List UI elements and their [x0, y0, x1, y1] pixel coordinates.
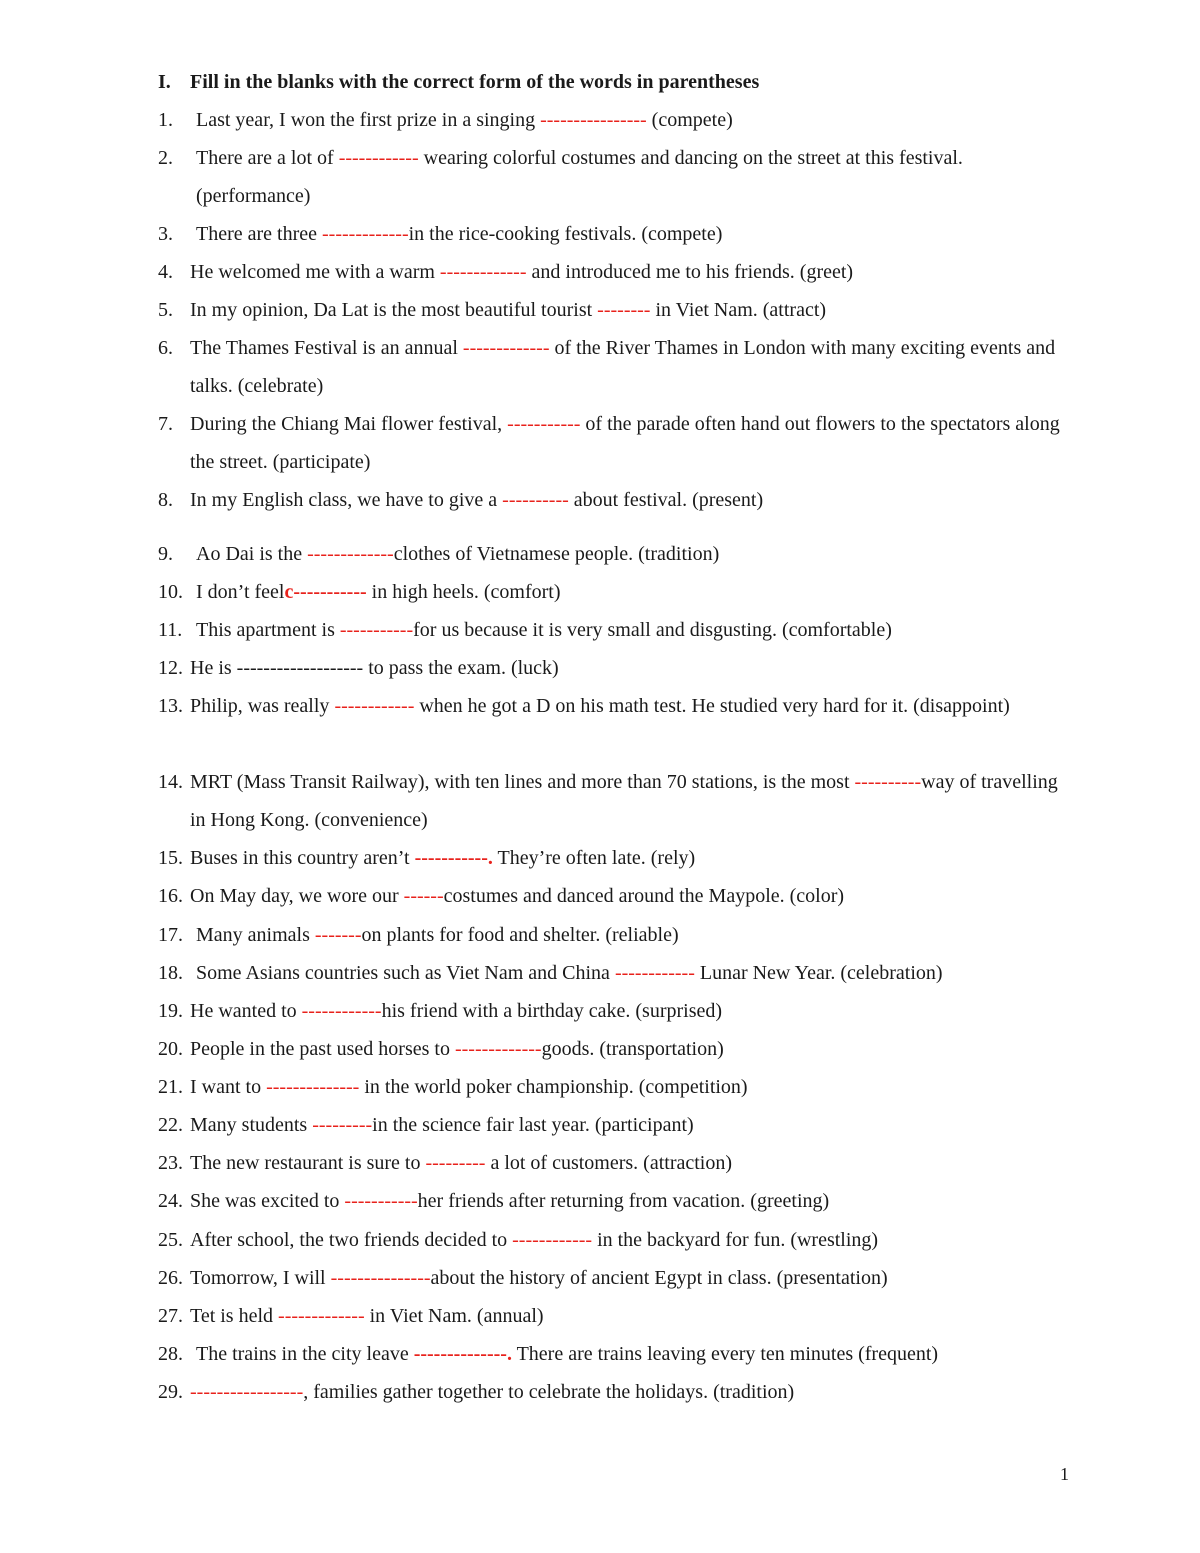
answer-blank[interactable]: ------ — [403, 885, 444, 907]
answer-blank[interactable]: ----------------- — [190, 1381, 304, 1403]
sentence-start: Ao Dai is the — [196, 543, 308, 565]
sentence-start: He welcomed me with a warm — [190, 261, 440, 283]
sentence-start: Many students — [190, 1114, 313, 1136]
item-sentence — [190, 649, 1078, 687]
exercise-item — [158, 916, 1078, 954]
sentence-end: in Viet Nam. (attract) — [650, 299, 827, 321]
sentence-end: Lunar New Year. (celebration) — [694, 962, 943, 984]
item-sentence — [190, 992, 1078, 1030]
answer-blank[interactable]: ------------ — [334, 695, 415, 717]
sentence-start: Tomorrow, I will — [190, 1267, 331, 1289]
item-sentence — [190, 329, 1078, 405]
item-number: 26. — [158, 1267, 183, 1289]
section-title: Fill in the blanks with the correct form of the words in parentheses — [190, 71, 760, 93]
item-number: 2. — [158, 147, 173, 169]
sentence-start: Buses in this country aren’t — [190, 847, 415, 869]
item-number: 13. — [158, 695, 183, 717]
sentence-start: Tet is held — [190, 1305, 279, 1327]
exercise-item — [158, 1106, 1078, 1144]
sentence-end: in the science fair last year. (participant) — [372, 1114, 694, 1136]
answer-blank[interactable]: -------------- — [266, 1076, 360, 1098]
sentence-end: wearing colorful costumes and dancing on the street at this festival. (performance) — [196, 147, 963, 207]
sentence-end: about festival. (present) — [568, 489, 764, 511]
sentence-start: During the Chiang Mai flower festival, — [190, 413, 508, 435]
sentence-end: goods. (transportation) — [541, 1038, 724, 1060]
answer-blank[interactable]: --------------. — [413, 1343, 512, 1365]
exercise-item — [158, 573, 1078, 611]
exercise-item — [158, 649, 1078, 687]
answer-blank[interactable]: ------------- — [322, 223, 409, 245]
item-number: 14. — [158, 771, 183, 793]
item-sentence — [190, 1068, 1078, 1106]
item-number: 11. — [158, 619, 183, 641]
item-sentence — [190, 687, 1078, 725]
exercise-item — [158, 215, 1078, 253]
exercise-item — [158, 329, 1078, 405]
sentence-end: There are trains leaving every ten minutes (frequent) — [511, 1343, 939, 1365]
item-number: 25. — [158, 1229, 183, 1251]
answer-blank[interactable]: ----------- — [339, 619, 414, 641]
sentence-end: his friend with a birthday cake. (surprised) — [381, 1000, 723, 1022]
item-number: 12. — [158, 657, 183, 679]
item-sentence — [196, 611, 1078, 649]
answer-blank[interactable]: ------------- — [278, 1305, 365, 1327]
exercise-item — [158, 1221, 1078, 1259]
item-number: 17. — [158, 924, 183, 946]
page-number: 1 — [1060, 1464, 1069, 1484]
answer-blank[interactable]: ------------- — [307, 543, 394, 565]
sentence-start: After school, the two friends decided to — [190, 1229, 513, 1251]
answer-blank[interactable]: ------------ — [301, 1000, 382, 1022]
section-number: I. — [158, 71, 171, 93]
exercise-item — [158, 291, 1078, 329]
answer-blank[interactable]: -------- — [597, 299, 651, 321]
item-number: 16. — [158, 885, 183, 907]
answer-blank[interactable]: ------------- — [439, 261, 527, 283]
sentence-end: costumes and danced around the Maypole. (color) — [443, 885, 845, 907]
answer-blank[interactable]: ----------- — [344, 1190, 418, 1212]
sentence-start: This apartment is — [196, 619, 340, 641]
sentence-end: in high heels. (comfort) — [366, 581, 561, 603]
item-sentence — [190, 1106, 1078, 1144]
item-number: 19. — [158, 1000, 183, 1022]
item-number: 6. — [158, 337, 173, 359]
item-sentence — [196, 916, 1078, 954]
item-sentence — [196, 1335, 1078, 1373]
exercise-item — [158, 877, 1078, 915]
exercise-item — [158, 535, 1078, 573]
item-sentence — [190, 877, 1078, 915]
exercise-item — [158, 1335, 1078, 1373]
item-number: 24. — [158, 1190, 183, 1212]
exercise-item — [158, 405, 1078, 481]
exercise-item — [158, 611, 1078, 649]
exercise-item — [158, 954, 1078, 992]
answer-blank[interactable]: -----------. — [414, 847, 493, 869]
exercise-item — [158, 839, 1078, 877]
item-number: 3. — [158, 223, 173, 245]
exercise-item — [158, 1182, 1078, 1220]
item-number: 15. — [158, 847, 183, 869]
sentence-start: Some Asians countries such as Viet Nam and China — [196, 962, 615, 984]
item-sentence — [196, 101, 1078, 139]
sentence-start: She was excited to — [190, 1190, 345, 1212]
sentence-end: for us because it is very small and disgusting. (comfortable) — [413, 619, 892, 641]
answer-blank[interactable]: --------- — [312, 1114, 373, 1136]
sentence-start: People in the past used horses to — [190, 1038, 455, 1060]
exercise-item — [158, 763, 1078, 839]
item-sentence — [196, 954, 1078, 992]
exercise-item — [158, 992, 1078, 1030]
item-number: 29. — [158, 1381, 183, 1403]
item-sentence — [196, 139, 1078, 215]
item-number: 20. — [158, 1038, 183, 1060]
answer-blank[interactable]: ------------- — [454, 1038, 542, 1060]
sentence-start: Last year, I won the first prize in a singing — [196, 109, 541, 131]
item-sentence — [190, 253, 1078, 291]
exercise-item — [158, 139, 1078, 215]
item-sentence — [190, 291, 1078, 329]
item-number: 8. — [158, 489, 173, 511]
item-sentence — [190, 1221, 1078, 1259]
item-sentence — [190, 1144, 1078, 1182]
sentence-end: (compete) — [646, 109, 733, 131]
sentence-end: in Viet Nam. (annual) — [364, 1305, 544, 1327]
sentence-start: I want to — [190, 1076, 267, 1098]
item-number: 4. — [158, 261, 173, 283]
sentence-start: He wanted to — [190, 1000, 302, 1022]
sentence-start: There are a lot of — [196, 147, 339, 169]
item-sentence — [196, 215, 1078, 253]
exercise-item — [158, 1068, 1078, 1106]
sentence-end: about the history of ancient Egypt in class. (presentation) — [430, 1267, 888, 1289]
answer-blank[interactable]: ---------- — [854, 771, 922, 793]
item-number: 1. — [158, 109, 173, 131]
sentence-start: He is ------------------- to pass the exam. (luck) — [190, 657, 559, 679]
sentence-start: There are three — [196, 223, 323, 245]
sentence-end: in the rice-cooking festivals. (compete) — [408, 223, 723, 245]
answer-blank[interactable]: c----------- — [284, 581, 367, 603]
sentence-start: Philip, was really — [190, 695, 335, 717]
answer-blank[interactable]: ----------- — [507, 413, 581, 435]
answer-blank[interactable]: ---------------- — [540, 109, 647, 131]
item-number: 22. — [158, 1114, 183, 1136]
sentence-end: , families gather together to celebrate the holidays. (tradition) — [303, 1381, 795, 1403]
exercise-item — [158, 1297, 1078, 1335]
item-sentence — [196, 573, 1078, 611]
section-heading — [158, 68, 759, 96]
item-number: 18. — [158, 962, 183, 984]
exercise-item — [158, 1259, 1078, 1297]
answer-blank[interactable]: ---------- — [502, 489, 569, 511]
item-number: 5. — [158, 299, 173, 321]
sentence-start: Many animals — [196, 924, 315, 946]
sentence-end: on plants for food and shelter. (reliable) — [361, 924, 679, 946]
item-sentence — [190, 405, 1078, 481]
exercise-item — [158, 1373, 1078, 1411]
sentence-start: In my English class, we have to give a — [190, 489, 503, 511]
exercise-item — [158, 253, 1078, 291]
item-sentence — [190, 1297, 1078, 1335]
item-number: 28. — [158, 1343, 183, 1365]
exercise-item — [158, 1144, 1078, 1182]
sentence-start: The new restaurant is sure to — [190, 1152, 426, 1174]
exercise-item — [158, 1030, 1078, 1068]
sentence-end: of the parade often hand out flowers to the spectators along the street. (participate) — [190, 413, 1060, 473]
sentence-end: when he got a D on his math test. He studied very hard for it. (disappoint) — [414, 695, 1010, 717]
item-sentence — [196, 535, 1078, 573]
answer-blank[interactable]: --------------- — [330, 1267, 431, 1289]
item-sentence — [190, 763, 1078, 839]
sentence-start: The Thames Festival is an annual — [190, 337, 463, 359]
item-number: 10. — [158, 581, 183, 603]
sentence-start: I don’t feel — [196, 581, 285, 603]
exercise-item — [158, 687, 1078, 725]
item-number: 21. — [158, 1076, 183, 1098]
answer-blank[interactable]: --------- — [425, 1152, 486, 1174]
sentence-start: On May day, we wore our — [190, 885, 404, 907]
sentence-start: MRT (Mass Transit Railway), with ten lines and more than 70 stations, is the most — [190, 771, 855, 793]
sentence-end: in the backyard for fun. (wrestling) — [592, 1229, 879, 1251]
answer-blank[interactable]: ------------ — [512, 1229, 593, 1251]
sentence-end: clothes of Vietnamese people. (tradition) — [393, 543, 720, 565]
answer-blank[interactable]: ------------- — [462, 337, 550, 359]
answer-blank[interactable]: ------- — [314, 924, 362, 946]
item-sentence — [190, 481, 1078, 519]
item-sentence — [190, 839, 1078, 877]
sentence-end: a lot of customers. (attraction) — [485, 1152, 733, 1174]
sentence-end: of the River Thames in London with many exciting events and talks. (celebrate) — [190, 337, 1056, 397]
exercise-item — [158, 101, 1078, 139]
item-number: 7. — [158, 413, 173, 435]
sentence-end: her friends after returning from vacation. (greeting) — [417, 1190, 830, 1212]
sentence-end: in the world poker championship. (competition) — [359, 1076, 748, 1098]
sentence-start: In my opinion, Da Lat is the most beautiful tourist — [190, 299, 598, 321]
item-sentence — [190, 1373, 1078, 1411]
item-number: 27. — [158, 1305, 183, 1327]
sentence-end: way of travelling in Hong Kong. (convenience) — [190, 771, 1058, 831]
answer-blank[interactable]: ------------ — [338, 147, 419, 169]
item-sentence — [190, 1030, 1078, 1068]
sentence-end: They’re often late. (rely) — [492, 847, 696, 869]
sentence-start: The trains in the city leave — [196, 1343, 414, 1365]
exercise-item — [158, 481, 1078, 519]
sentence-end: and introduced me to his friends. (greet) — [526, 261, 854, 283]
answer-blank[interactable]: ------------ — [614, 962, 695, 984]
item-number: 9. — [158, 543, 173, 565]
item-number: 23. — [158, 1152, 183, 1174]
item-sentence — [190, 1182, 1078, 1220]
item-sentence — [190, 1259, 1078, 1297]
